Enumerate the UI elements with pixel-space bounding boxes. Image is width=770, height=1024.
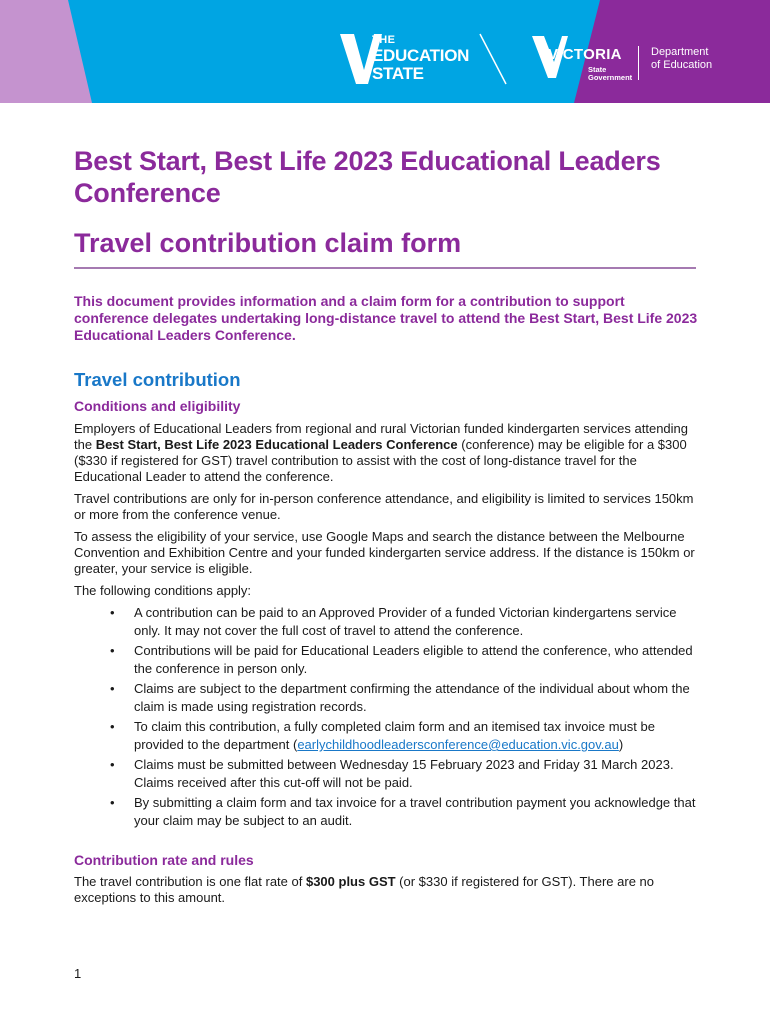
department-line-2: of Education [651,59,713,71]
bullet-icon: • [110,757,115,772]
bullet-icon: • [110,719,115,734]
list-item [74,680,698,716]
conditions-intro: The following conditions apply: [74,583,252,598]
subheading-contribution-rate: Contribution rate and rules [74,852,254,868]
list-item [74,604,698,640]
list-item [74,794,698,830]
department-line-1: Department [651,46,709,58]
victoria-government-logo [532,36,642,86]
document-subtitle: Travel contribution claim form [74,228,462,258]
list-item [74,642,698,678]
list-item [74,718,698,754]
logo-text-state: STATE [372,64,424,83]
rate-text-end: (or $330 if registered for GST). There are no exceptions to this amount. [74,874,654,905]
section-heading-travel-contribution: Travel contribution [74,369,241,390]
condition-text: Claims must be submitted between Wednesday 15 February 2023 and Friday 31 March 2023. Claims received after this cut-off will not be paid. [134,757,674,790]
rate-text-start: The travel contribution is one flat rate of [74,874,306,889]
condition-text: Contributions will be paid for Educational Leaders eligible to attend the conference, who attended the conference in person only. [134,643,693,676]
eligibility-text-end: (conference) may be eligible for a $300 ($330 if registered for GST) travel contribution to assist with the cost of long-distance travel for the Educational Leader to attend the conference. [74,437,687,484]
page-number: 1 [74,966,82,981]
in-person-paragraph: Travel contributions are only for in-person conference attendance, and eligibility is limited to services 150km or more from the conference venue. [74,491,694,522]
intro-paragraph: This document provides information and a claim form for a contribution to support conference delegates undertaking long-distance travel to attend the Best Start, Best Life 2023 Educational Leaders Conference. [74,293,698,343]
education-state-logo [340,32,510,88]
document-title: Best Start, Best Life 2023 Educational Leaders Conference [74,146,661,208]
logo-text-government: Government [588,73,633,82]
email-link[interactable]: earlychildhoodleadersconference@education.vic.gov.au [297,737,619,752]
logo-text-the: THE [372,34,396,46]
title-divider [74,267,696,269]
condition-text: By submitting a claim form and tax invoice for a travel contribution payment you acknowledge that your claim may be subject to an audit. [134,795,696,828]
condition-text: To claim this contribution, a fully completed claim form and an itemised tax invoice must be provided to the department ( [134,719,655,752]
condition-text: A contribution can be paid to an Approved Provider of a funded Victorian kindergartens service only. It may not cover the full cost of travel to attend the conference. [134,605,677,638]
logo-text-education: EDUCATION [372,46,470,65]
bullet-icon: • [110,681,115,696]
rate-paragraph [74,874,698,906]
logo-divider [638,46,639,80]
subheading-conditions-eligibility: Conditions and eligibility [74,398,241,414]
condition-text-close: ) [618,737,624,752]
condition-text: Claims are subject to the department confirming the attendance of the individual about whom the claim is made using registration records. [134,681,690,714]
bullet-icon: • [110,795,115,810]
logo-text-victoria: VICTORIA [548,46,622,63]
logo-text-state: State [588,65,607,74]
department-name [651,46,712,72]
list-item [74,756,698,792]
eligibility-text-start: Employers of Educational Leaders from regional and rural Victorian funded kindergarten services attending the [74,421,689,452]
document-body [74,145,698,906]
bullet-icon: • [110,643,115,658]
bullet-icon: • [110,605,115,620]
conditions-list [74,604,698,830]
header-banner [0,0,770,103]
conference-name-bold: Best Start, Best Life 2023 Educational Leaders Conference [95,437,458,452]
eligibility-paragraph [74,421,698,485]
rate-amount-bold: $300 plus GST [305,874,396,889]
distance-paragraph: To assess the eligibility of your service, use Google Maps and search the distance between the Melbourne Convention and Exhibition Centre and your funded kindergarten service address. If the distance is 150km or greater, your service is eligible. [74,529,695,576]
